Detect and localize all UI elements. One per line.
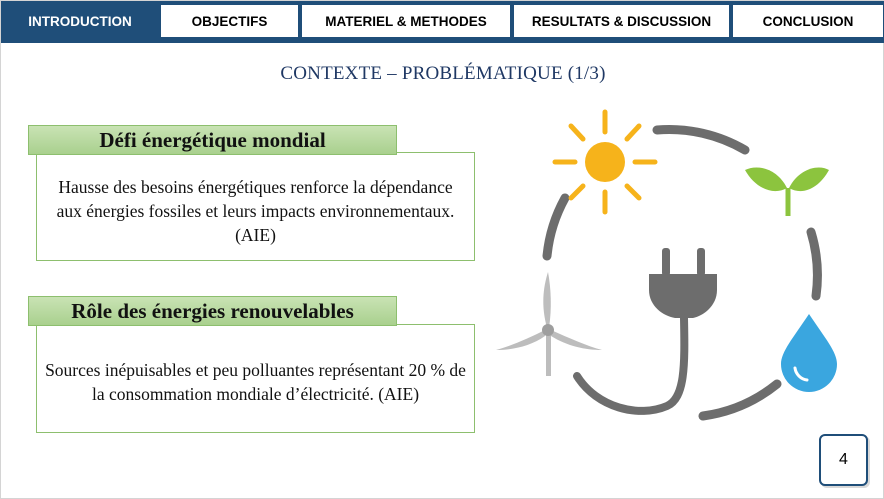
section-1-heading: Défi énergétique mondial <box>28 125 397 155</box>
slide-title: CONTEXTE – PROBLÉMATIQUE (1/3) <box>280 63 606 84</box>
tab-resultats-discussion[interactable]: RESULTATS & DISCUSSION <box>512 3 731 39</box>
power-plug-icon <box>577 248 717 411</box>
page-number: 4 <box>819 434 868 486</box>
tab-introduction[interactable]: INTRODUCTION <box>1 3 159 39</box>
sprout-icon <box>745 167 829 216</box>
section-1-text: Hausse des besoins énergétiques renforce la dépendance aux énergies fossiles et leurs impacts environnementaux. (AIE) <box>56 176 455 245</box>
sun-icon <box>555 112 655 212</box>
section-2-body <box>36 324 475 433</box>
section-2-text: Sources inépuisables et peu polluantes représentant 20 % de la consommation mondiale d’électricité. (AIE) <box>45 359 466 404</box>
tab-conclusion[interactable]: CONCLUSION <box>731 3 884 39</box>
tab-materiel-methodes[interactable]: MATERIEL & METHODES <box>300 3 512 39</box>
wind-turbine-icon <box>496 272 602 376</box>
water-drop-icon <box>781 314 837 392</box>
top-navigation <box>1 1 884 43</box>
section-1-body <box>36 152 475 261</box>
tab-objectifs[interactable]: OBJECTIFS <box>159 3 300 39</box>
renewable-energy-illustration <box>489 106 845 426</box>
section-2-heading: Rôle des énergies renouvelables <box>28 296 397 326</box>
